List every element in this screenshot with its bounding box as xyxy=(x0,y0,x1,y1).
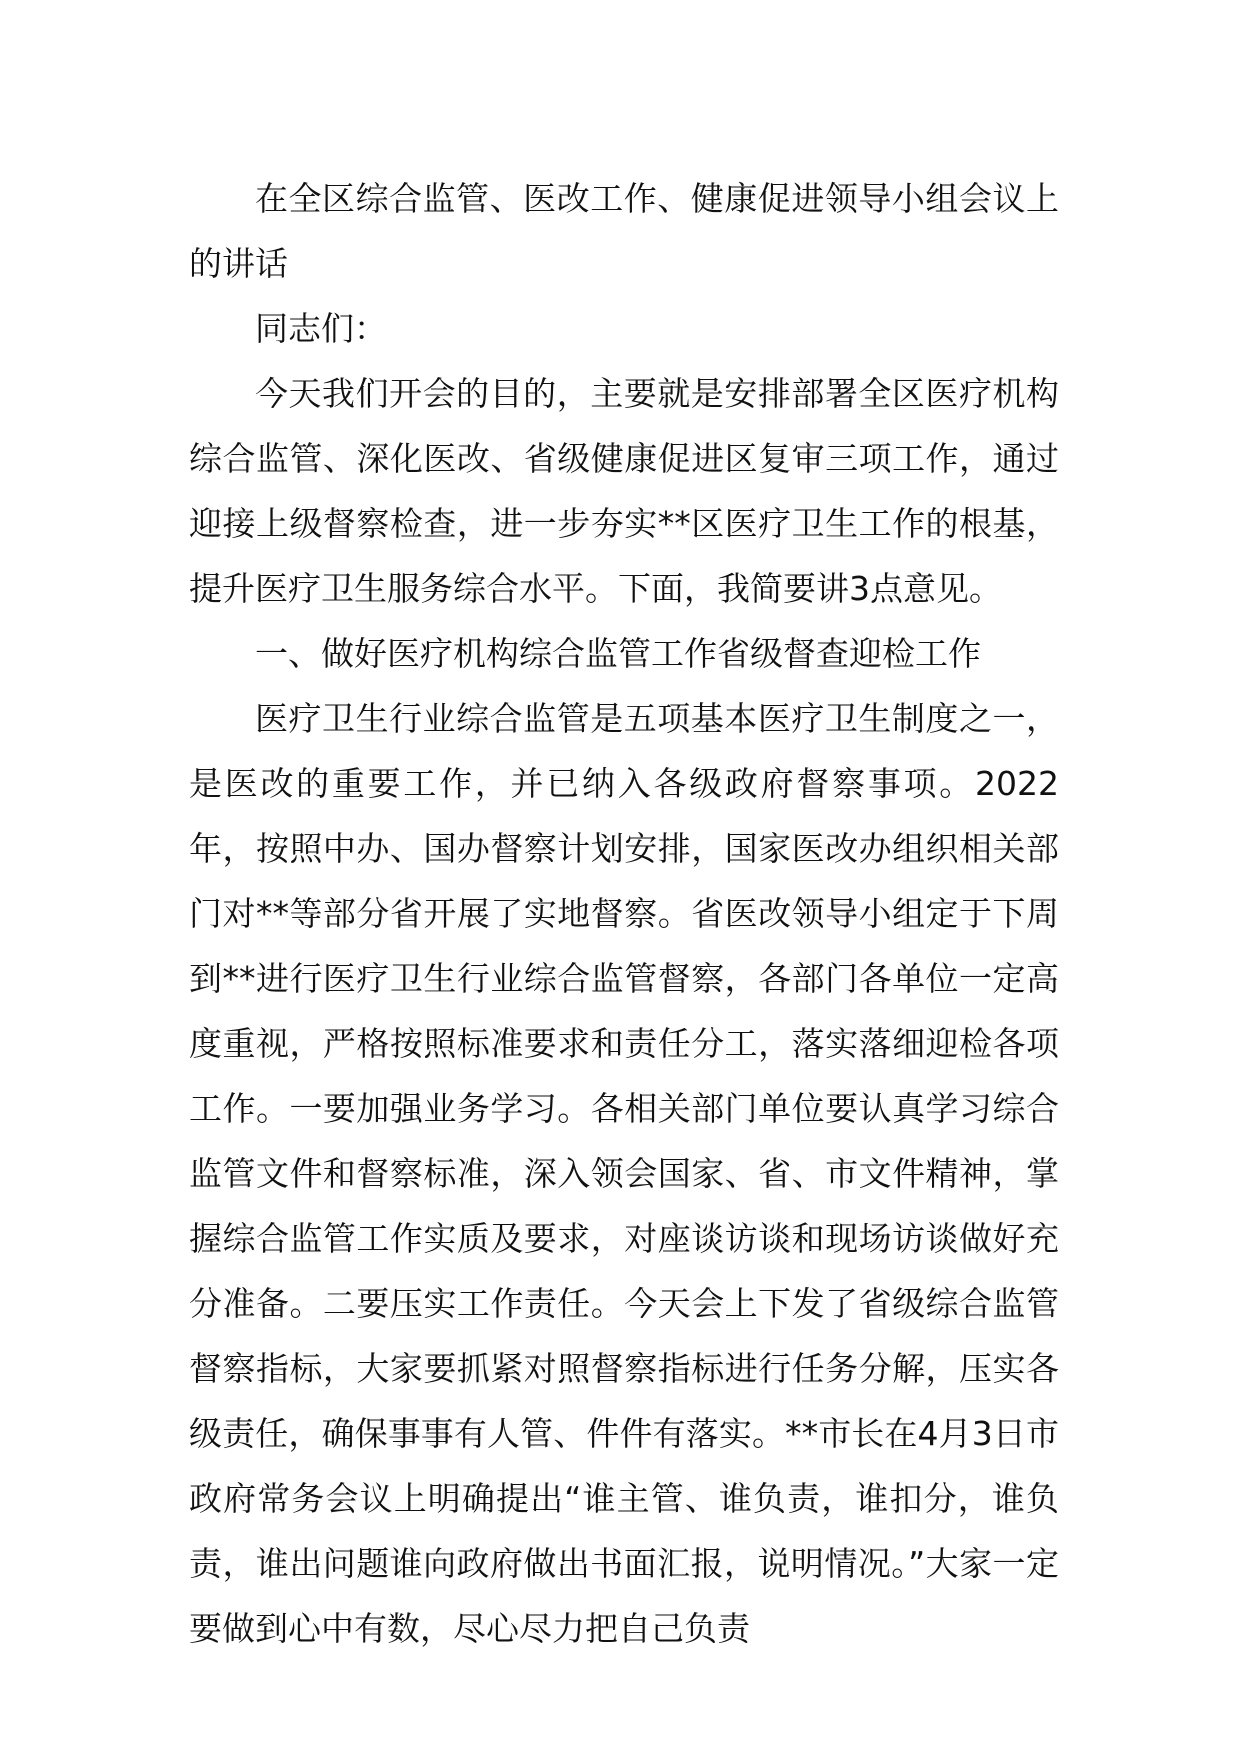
paragraph-section-1: 医疗卫生行业综合监管是五项基本医疗卫生制度之一，是医改的重要工作，并已纳入各级政府督察事项。2022年，按照中办、国办督察计划安排，国家医改办组织相关部门对**等部分省开展了实地督察。省医改领导小组定于下周到**进行医疗卫生行业综合监管督察，各部门各单位一定高度重视，严格按照标准要求和责任分工，落实落细迎检各项工作。一要加强业务学习。各相关部门单位要认真学习综合监管文件和督察标准，深入领会国家、省、市文件精神，掌握综合监管工作实质及要求，对座谈访谈和现场访谈做好充分准备。二要压实工作责任。今天会上下发了省级综合监管督察指标，大家要抓紧对照督察指标进行任务分解，压实各级责任，确保事事有人管、件件有落实。**市长在4月3日市政府常务会议上明确提出“谁主管、谁负责，谁扣分，谁负责，谁出问题谁向政府做出书面汇报，说明情况。”大家一定要做到心中有数，尽心尽力把自己负责 xyxy=(189,699,1059,1648)
section-heading-1: 一、做好医疗机构综合监管工作省级督查迎检工作 xyxy=(255,634,981,673)
salutation: 同志们： xyxy=(255,309,387,348)
document-title: 在全区综合监管、医改工作、健康促进领导小组会议上的讲话 xyxy=(189,179,1059,283)
document-body xyxy=(189,166,1059,1661)
paragraph-intro: 今天我们开会的目的，主要就是安排部署全区医疗机构综合监管、深化医改、省级健康促进区复审三项工作，通过迎接上级督察检查，进一步夯实**区医疗卫生工作的根基，提升医疗卫生服务综合水平。下面，我简要讲3点意见。 xyxy=(189,374,1059,608)
